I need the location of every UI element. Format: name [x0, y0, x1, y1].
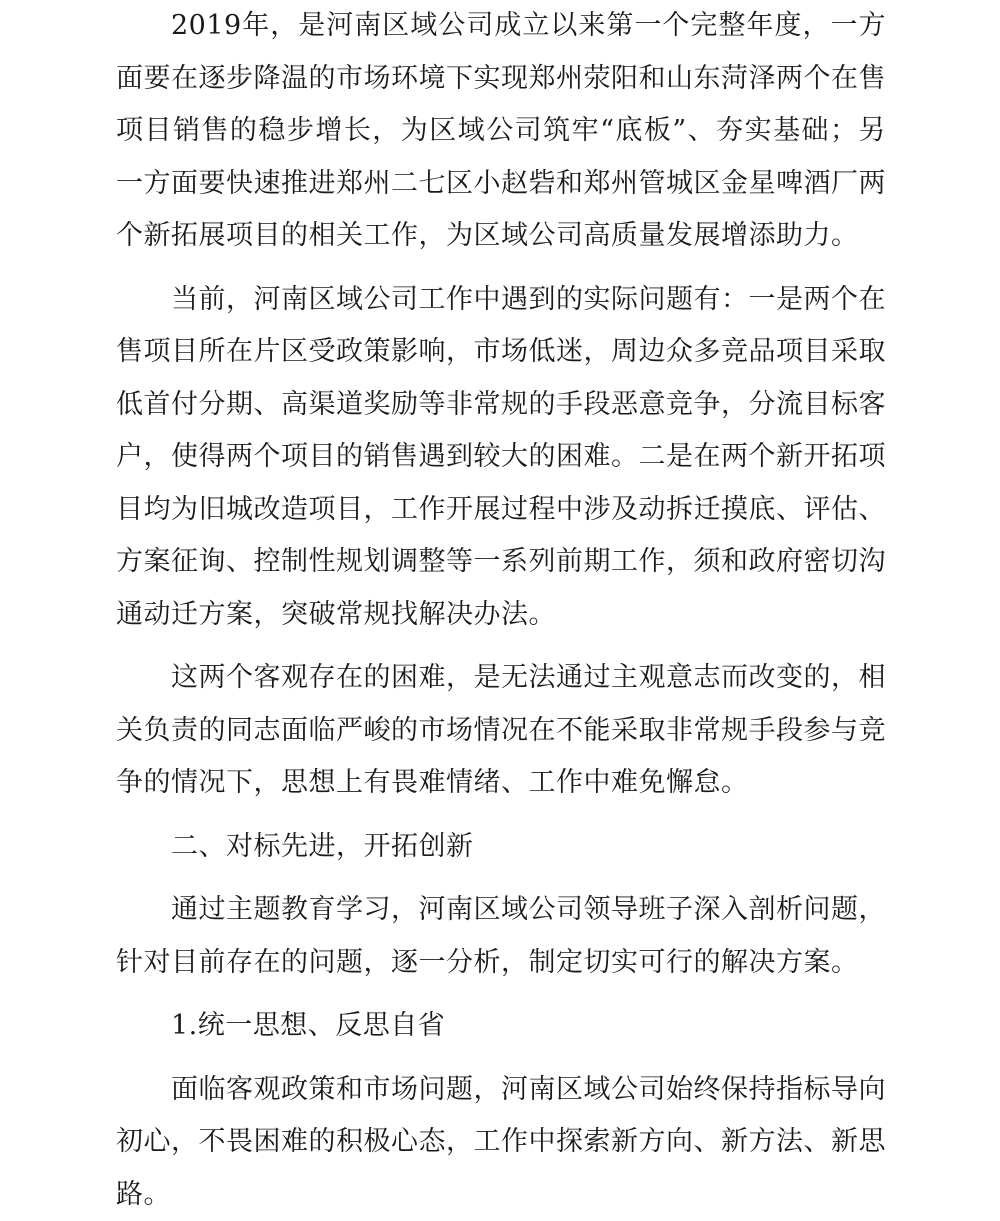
- paragraph-annual-overview: 2019年，是河南区域公司成立以来第一个完整年度，一方面要在逐步降温的市场环境下实现郑州荥阳和山东菏泽两个在售项目销售的稳步增长，为区域公司筑牢“底板”、夯实基础；另一方面要快速推进郑州二七区小赵砦和郑州管城区金星啤酒厂两个新拓展项目的相关工作，为区域公司高质量发展增添助力。: [116, 0, 886, 263]
- paragraph-gap: [116, 873, 886, 884]
- paragraph-theme-education: 通过主题教育学习，河南区域公司领导班子深入剖析问题，针对目前存在的问题，逐一分析，制定切实可行的解决方案。: [116, 884, 886, 989]
- paragraph-gap: [116, 641, 886, 652]
- paragraph-gap: [116, 810, 886, 821]
- paragraph-gap: [116, 263, 886, 274]
- paragraph-objective-difficulties: 这两个客观存在的困难，是无法通过主观意志而改变的，相关负责的同志面临严峻的市场情况在不能采取非常规手段参与竞争的情况下，思想上有畏难情绪、工作中难免懈怠。: [116, 652, 886, 810]
- paragraph-gap: [116, 989, 886, 1000]
- paragraph-current-problems: 当前，河南区域公司工作中遇到的实际问题有：一是两个在售项目所在片区受政策影响，市场低迷，周边众多竞品项目采取低首付分期、高渠道奖励等非常规的手段恶意竞争，分流目标客户，使得两个项目的销售遇到较大的困难。二是在两个新开拓项目均为旧城改造项目，工作开展过程中涉及动拆迁摸底、评估、方案征询、控制性规划调整等一系列前期工作，须和政府密切沟通动迁方案，突破常规找解决办法。: [116, 274, 886, 642]
- subheading-unify-thinking: 1.统一思想、反思自省: [116, 1000, 886, 1053]
- paragraph-positive-attitude: 面临客观政策和市场问题，河南区域公司始终保持指标导向初心，不畏困难的积极心态，工作中探索新方向、新方法、新思路。: [116, 1064, 886, 1221]
- paragraph-gap: [116, 1053, 886, 1064]
- document-page: [116, 0, 886, 1221]
- section-heading-benchmark: 二、对标先进，开拓创新: [116, 821, 886, 874]
